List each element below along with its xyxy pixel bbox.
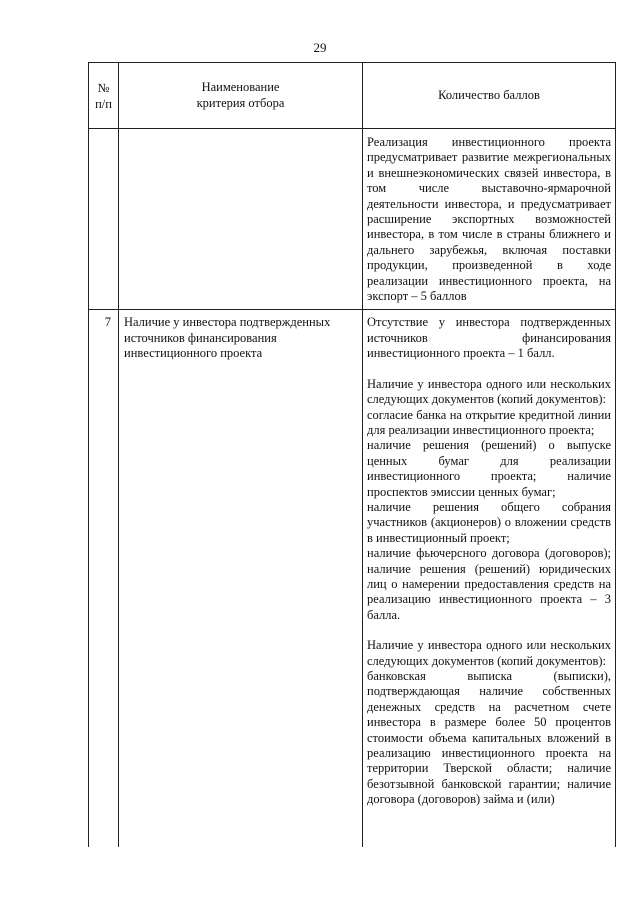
header-number-line1: № xyxy=(97,80,110,95)
cell-criterion xyxy=(119,310,363,848)
score-list xyxy=(363,310,615,810)
header-score: Количество баллов xyxy=(363,63,616,129)
score-paragraph-1: Отсутствие у инвестора подтвержденных источников финансирования инвестиционного проекта – 1 балл. xyxy=(367,315,611,361)
header-criterion-line1: Наименование xyxy=(201,80,280,95)
score-paragraph-8: банковская выписка (выписки), подтверждающая наличие собственных денежных средств на расчетном счете инвестора в размере более 50 процентов стоимости объема капитальных вложений в реализацию инвестиционного проекта на территории Тверской области; наличие безотзывной банковской гарантии; наличие договора (договоров) займа и (или) xyxy=(367,669,611,807)
table-row-7 xyxy=(89,310,616,848)
page-number: 29 xyxy=(313,40,327,55)
score-paragraph-4: наличие решения (решений) о выпуске ценных бумаг для реализации инвестиционного проекта; наличие проспектов эмиссии ценных бумаг; xyxy=(367,438,611,499)
score-paragraph-5: наличие решения общего собрания участников (акционеров) о вложении средств в инвестиционный проект; xyxy=(367,499,611,545)
header-criterion-line2: критерия отбора xyxy=(196,95,285,110)
table-header-row xyxy=(89,63,616,129)
header-number-line2: п/п xyxy=(95,96,112,111)
criterion-text: Наличие у инвестора подтвержденных источников финансирования инвестиционного проекта xyxy=(124,315,331,361)
cell-score xyxy=(363,310,616,848)
score-paragraph-7: Наличие у инвестора одного или нескольких следующих документов (копий документов): xyxy=(367,638,611,668)
header-criterion xyxy=(119,63,363,129)
cell-number-empty xyxy=(89,129,119,310)
criteria-table xyxy=(88,62,616,847)
header-number xyxy=(89,63,119,129)
table-row-continued xyxy=(89,129,616,310)
score-paragraph-6: наличие фьючерсного договора (договоров); наличие решения (решений) юридических лиц о намерении предоставления средств на реализацию инвестиционного проекта – 3 балла. xyxy=(367,546,611,622)
cell-score-continued xyxy=(363,129,616,310)
cell-criterion-empty xyxy=(119,129,363,310)
score-paragraph-2: Наличие у инвестора одного или нескольких следующих документов (копий документов): xyxy=(367,376,611,407)
row-number: 7 xyxy=(89,310,119,848)
score-text-export: Реализация инвестиционного проекта предусматривает развитие межрегиональных и внешнеэкономических связей инвестора, в том числе выставочно-ярмарочной деятельности инвестора, и предусматривает расширение экспортных возможностей инвестора, в том числе в страны ближнего и дальнего зарубежья, включая поставки продукции, произведенной в ходе реализации инвестиционного проекта, на экспорт – 5 баллов xyxy=(367,135,611,304)
score-paragraph-3: согласие банка на открытие кредитной линии для реализации инвестиционного проекта; xyxy=(367,407,611,437)
